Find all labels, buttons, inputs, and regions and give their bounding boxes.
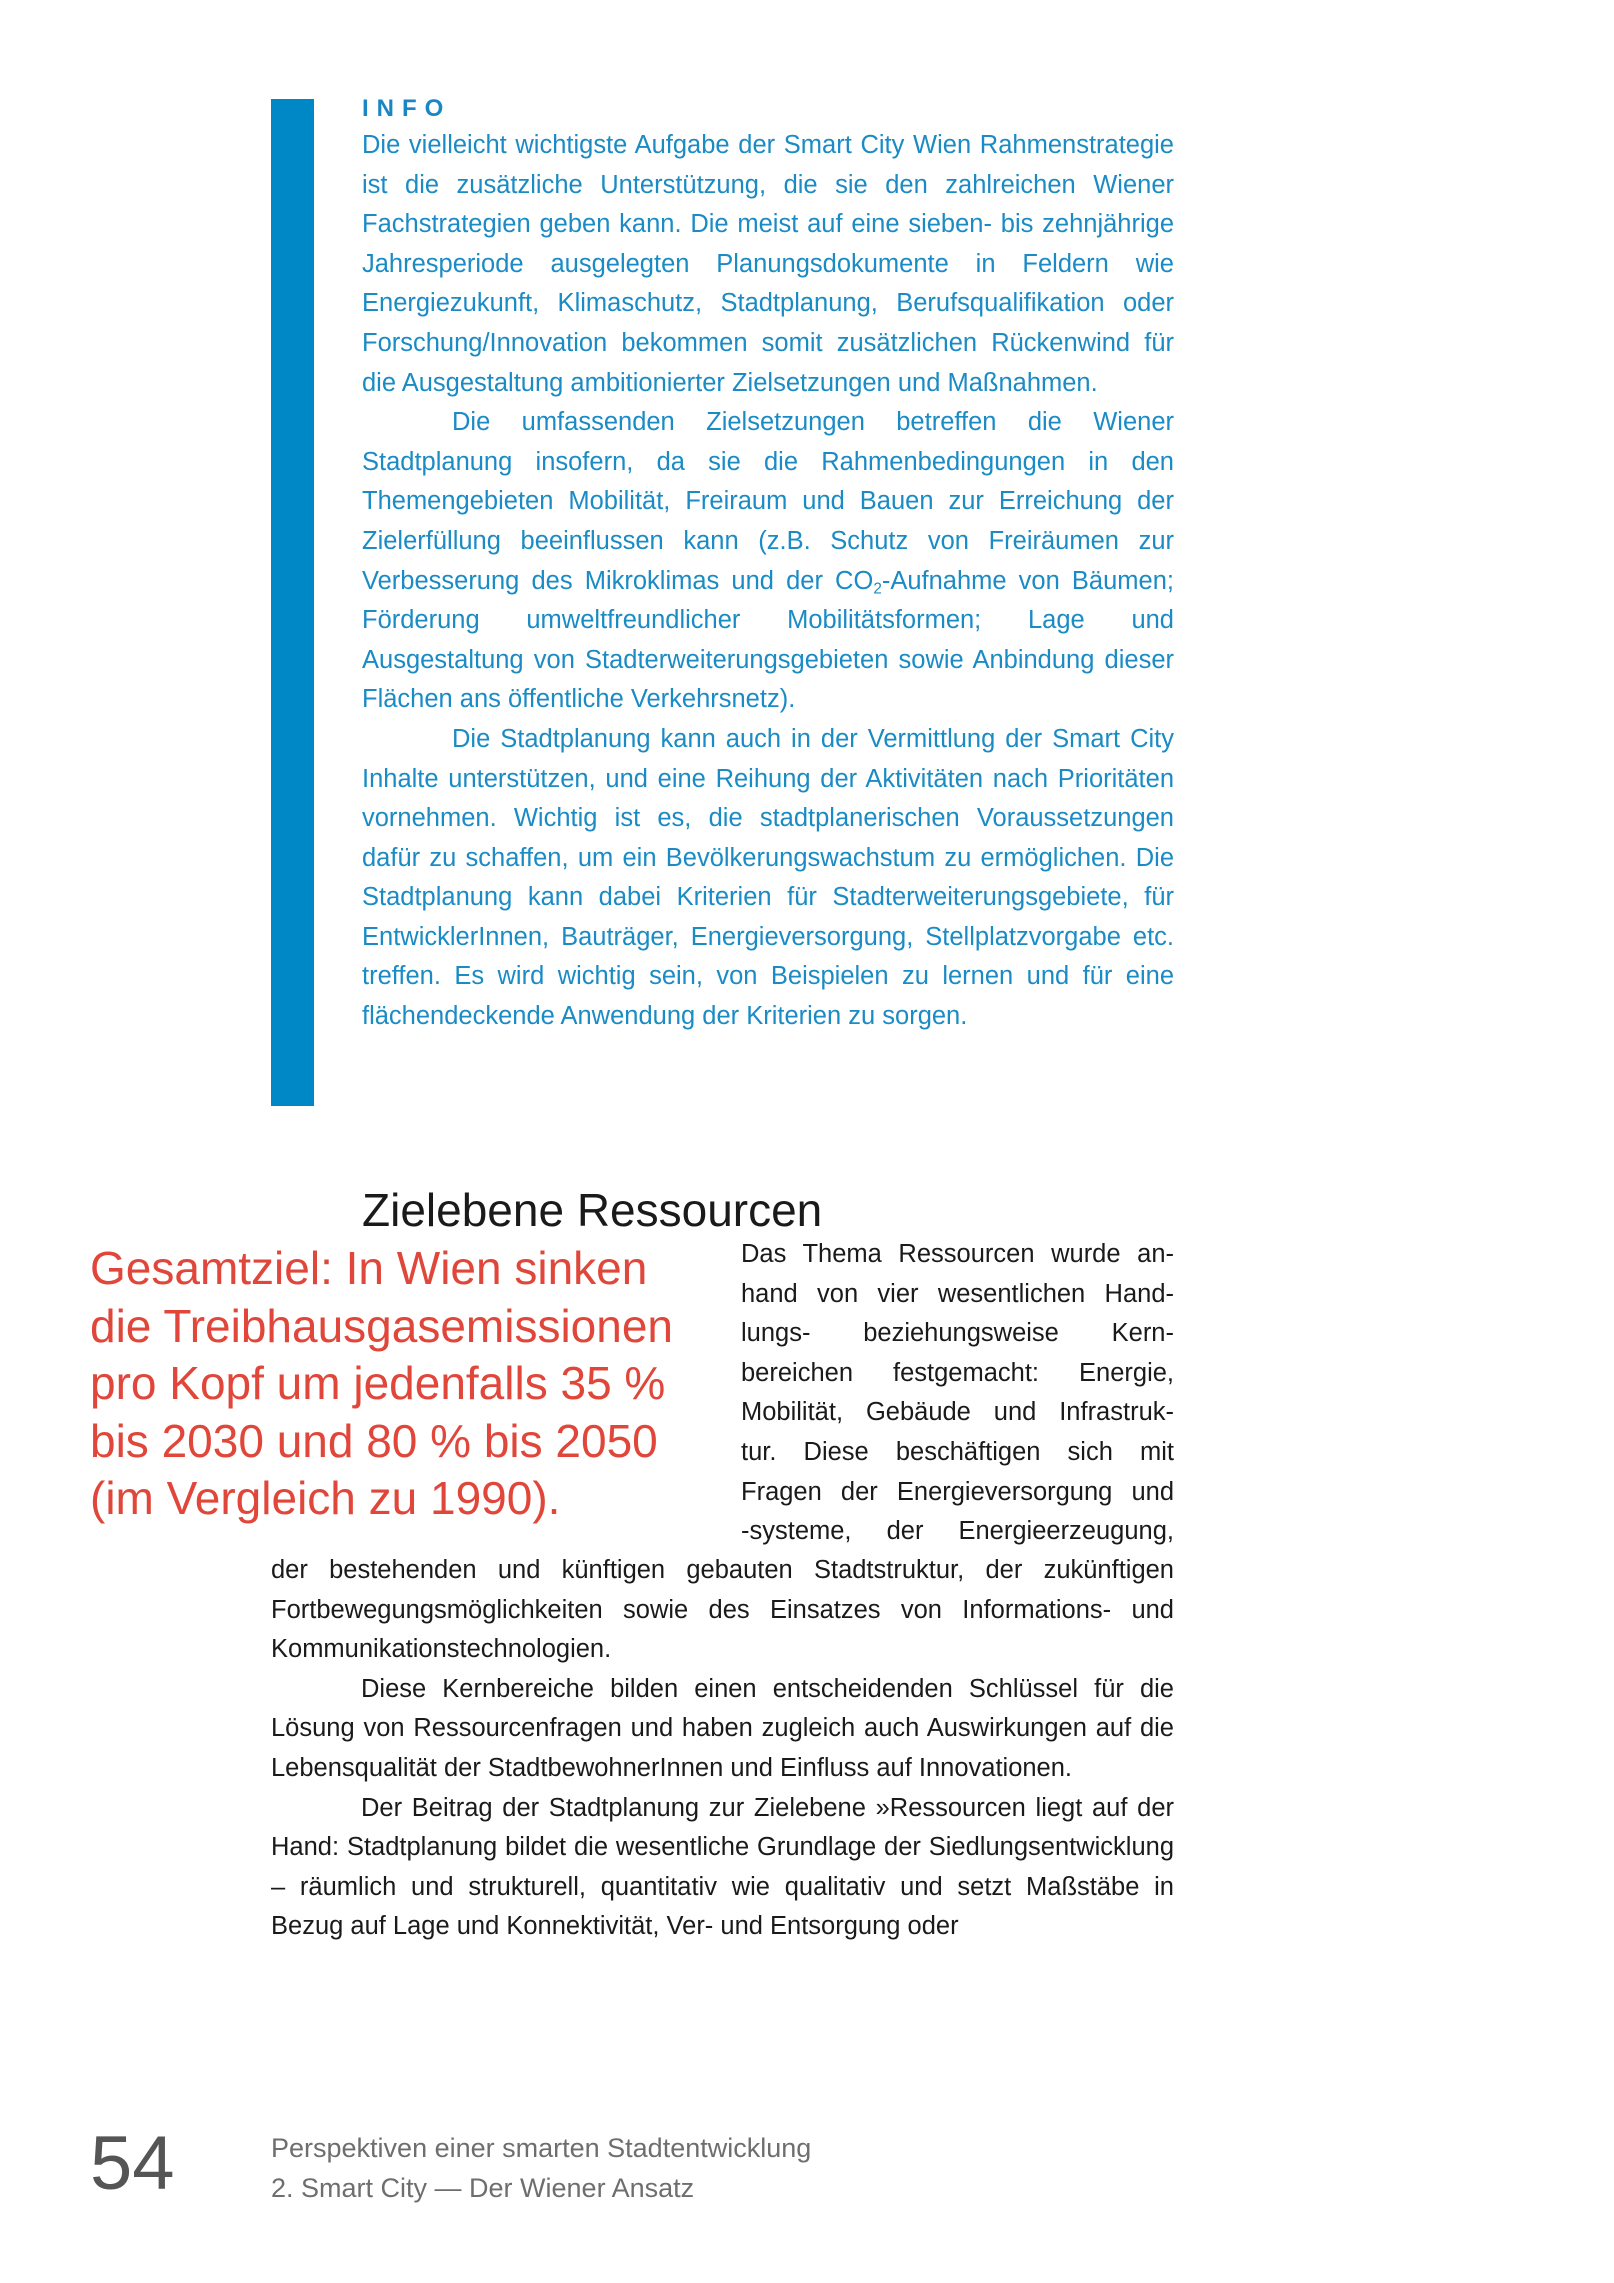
pull-quote — [90, 1240, 730, 1528]
footer-book-title: Perspektiven einer smarten Stadtentwicklung — [271, 2133, 812, 2163]
pull-quote-line: bis 2030 und 80 % bis 2050 — [90, 1414, 658, 1467]
body-text — [271, 1551, 1174, 1947]
info-paragraph-2-text-b: -Aufnahme von Bäumen; Förderung umweltfreundlicher Mobilitätsformen; Lage und Ausgestaltung von Stadterweiterungsgebieten sowie Anbindung dieser Flächen ans öffentliche Verkehrsnetz). — [362, 566, 1174, 714]
body-paragraph-2: Diese Kernbereiche bilden einen entscheidenden Schlüssel für die Lösung von Ressourcenfragen und haben zugleich auch Auswirkungen auf die Lebensqualität der StadtbewohnerInnen und Einfluss auf Innovationen. — [271, 1674, 1174, 1782]
pull-quote-line: pro Kopf um jedenfalls 35 % — [90, 1357, 666, 1409]
info-sidebar-bar — [271, 99, 314, 1106]
intro-line: -systeme, der Energieerzeugung, — [741, 1517, 1174, 1546]
intro-line: bereichen festgemacht: Energie, — [741, 1358, 1174, 1387]
body-paragraph-3: Der Beitrag der Stadtplanung zur Zielebene »Ressourcen liegt auf der Hand: Stadtplanung bildet die wesentliche Grundlage der Siedlungsentwicklung – räumlich und strukturell, quantitativ wie qualitativ und setzt Maßstäbe in Bezug auf Lage und Konnektivität, Ver- und Entsorgung oder — [271, 1793, 1174, 1941]
running-footer — [271, 2128, 811, 2208]
co2-subscript: 2 — [873, 580, 882, 598]
page-number: 54 — [90, 2121, 175, 2206]
intro-line: tur. Diese beschäftigen sich mit — [741, 1437, 1174, 1466]
intro-line: Fragen der Energieversorgung und — [741, 1477, 1174, 1506]
pull-quote-line: Gesamtziel: In Wien sinken — [90, 1242, 648, 1294]
section-title: Zielebene Ressourcen — [362, 1184, 823, 1236]
intro-line: Mobilität, Gebäude und Infrastruk- — [741, 1398, 1174, 1427]
info-paragraph-2 — [362, 403, 1174, 720]
body-paragraph-1: der bestehenden und künftigen gebauten Stadtstruktur, der zukünftigen Fortbewegungsmöglichkeiten sowie des Einsatzes von Informations- und Kommunikationstechnologien. — [271, 1556, 1174, 1664]
footer-chapter-title: 2. Smart City — Der Wiener Ansatz — [271, 2173, 695, 2203]
intro-column — [741, 1235, 1174, 1552]
pull-quote-line: die Treibhausgasemissionen — [90, 1299, 674, 1352]
intro-line: hand von vier wesentlichen Hand- — [741, 1279, 1174, 1308]
pull-quote-line: (im Vergleich zu 1990). — [90, 1472, 561, 1524]
info-box — [362, 92, 1174, 1037]
info-paragraph-2-text-a: Die umfassenden Zielsetzungen betreffen die Wiener Stadtplanung insofern, da sie die Rahmenbedingungen in den Themengebieten Mobilität, Freiraum und Bauen zur Erreichung der Zielerfüllung beeinflussen kann (z.B. Schutz von Freiräumen zur Verbesserung des Mikroklimas und der CO — [362, 408, 1174, 595]
info-paragraph-3: Die Stadtplanung kann auch in der Vermittlung der Smart City Inhalte unterstützen, und eine Reihung der Aktivitäten nach Prioritäten vornehmen. Wichtig ist es, die stadtplanerischen Voraussetzungen dafür zu schaffen, um ein Bevölkerungswachstum zu ermöglichen. Die Stadtplanung kann dabei Kriterien für Stadterweiterungsgebiete, für EntwicklerInnen, Bauträger, Energieversorgung, Stellplatzvorgabe etc. treffen. Es wird wichtig sein, von Beispielen zu lernen und für eine flächendeckende Anwendung der Kriterien zu sorgen. — [362, 724, 1174, 1031]
intro-line: Das Thema Ressourcen wurde an- — [741, 1240, 1174, 1268]
info-paragraph-1: Die vielleicht wichtigste Aufgabe der Smart City Wien Rahmenstrategie ist die zusätzliche Unterstützung, die sie den zahlreichen Wiener Fachstrategien geben kann. Die meist auf eine sieben- bis zehnjährige Jahresperiode ausgelegten Planungsdokumente in Feldern wie Energiezukunft, Klimaschutz, Stadtplanung, Berufsqualifikation oder Forschung/Innovation bekommen somit zusätzlichen Rückenwind für die Ausgestaltung ambitionierter Zielsetzungen und Maßnahmen. — [362, 131, 1174, 397]
intro-line: lungs- beziehungsweise Kern- — [741, 1319, 1174, 1348]
info-label: INFO — [362, 95, 452, 122]
